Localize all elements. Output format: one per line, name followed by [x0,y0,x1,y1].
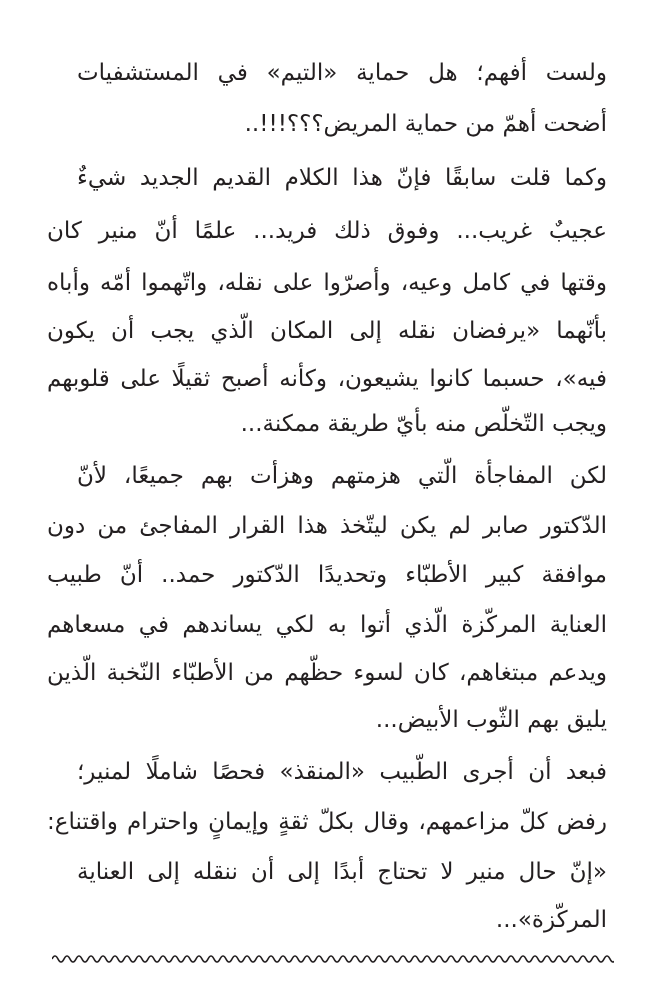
paragraph-4-line-2: رفض كلّ مزاعمهم، وقال بكلّ ثقةٍ وإيمانٍ واحترام واقتناع: [47,809,607,835]
paragraph-1-line-1: ولست أفهم؛ هل حماية «التيم» في المستشفيات [77,60,607,86]
paragraph-3-line-4: العناية المركّزة الّذي أتوا به لكي يساندهم في مسعاهم [47,612,607,638]
paragraph-3-line-1: لكن المفاجأة الّتي هزمتهم وهزأت بهم جميعًا، لأنّ [77,463,607,489]
paragraph-2-line-2: عجيبٌ غريب... وفوق ذلك فريد... علمًا أنّ منير كان [47,218,607,244]
paragraph-2-line-4: بأنّهما «يرفضان نقله إلى المكان الّذي يجب أن يكون [47,318,607,344]
paragraph-3-line-6: يليق بهم الثّوب الأبيض... [375,707,607,733]
paragraph-1-line-2: أضحت أهمّ من حماية المريض؟؟؟!!!.. [244,111,607,137]
paragraph-3-line-5: ويدعم مبتغاهم، كان لسوء حظّهم من الأطبّاء النّخبة الّذين [47,660,607,686]
wavy-divider-ornament [52,952,614,966]
paragraph-2-line-3: وقتها في كامل وعيه، وأصرّوا على نقله، واتّهموا أمّه وأباه [47,270,607,296]
paragraph-5-line-2: المركّزة»... [495,907,607,933]
paragraph-5-line-1: «إنّ حال منير لا تحتاج أبدًا إلى أن ننقله إلى العناية [77,859,607,885]
paragraph-3-line-3: موافقة كبير الأطبّاء وتحديدًا الدّكتور حمد.. أنّ طبيب [47,562,607,588]
paragraph-4-line-1: فبعد أن أجرى الطّبيب «المنقذ» فحصًا شاملًا لمنير؛ [77,759,607,785]
paragraph-3-line-2: الدّكتور صابر لم يكن ليتّخذ هذا القرار المفاجئ من دون [47,513,607,539]
paragraph-2-line-6: ويجب التّخلّص منه بأيّ طريقة ممكنة... [240,411,607,437]
paragraph-2-line-1: وكما قلت سابقًا فإنّ هذا الكلام القديم الجديد شيءٌ [77,165,607,191]
paragraph-2-line-5: فيه»، حسبما كانوا يشيعون، وكأنه أصبح ثقيلًا على قلوبهم [47,366,607,392]
